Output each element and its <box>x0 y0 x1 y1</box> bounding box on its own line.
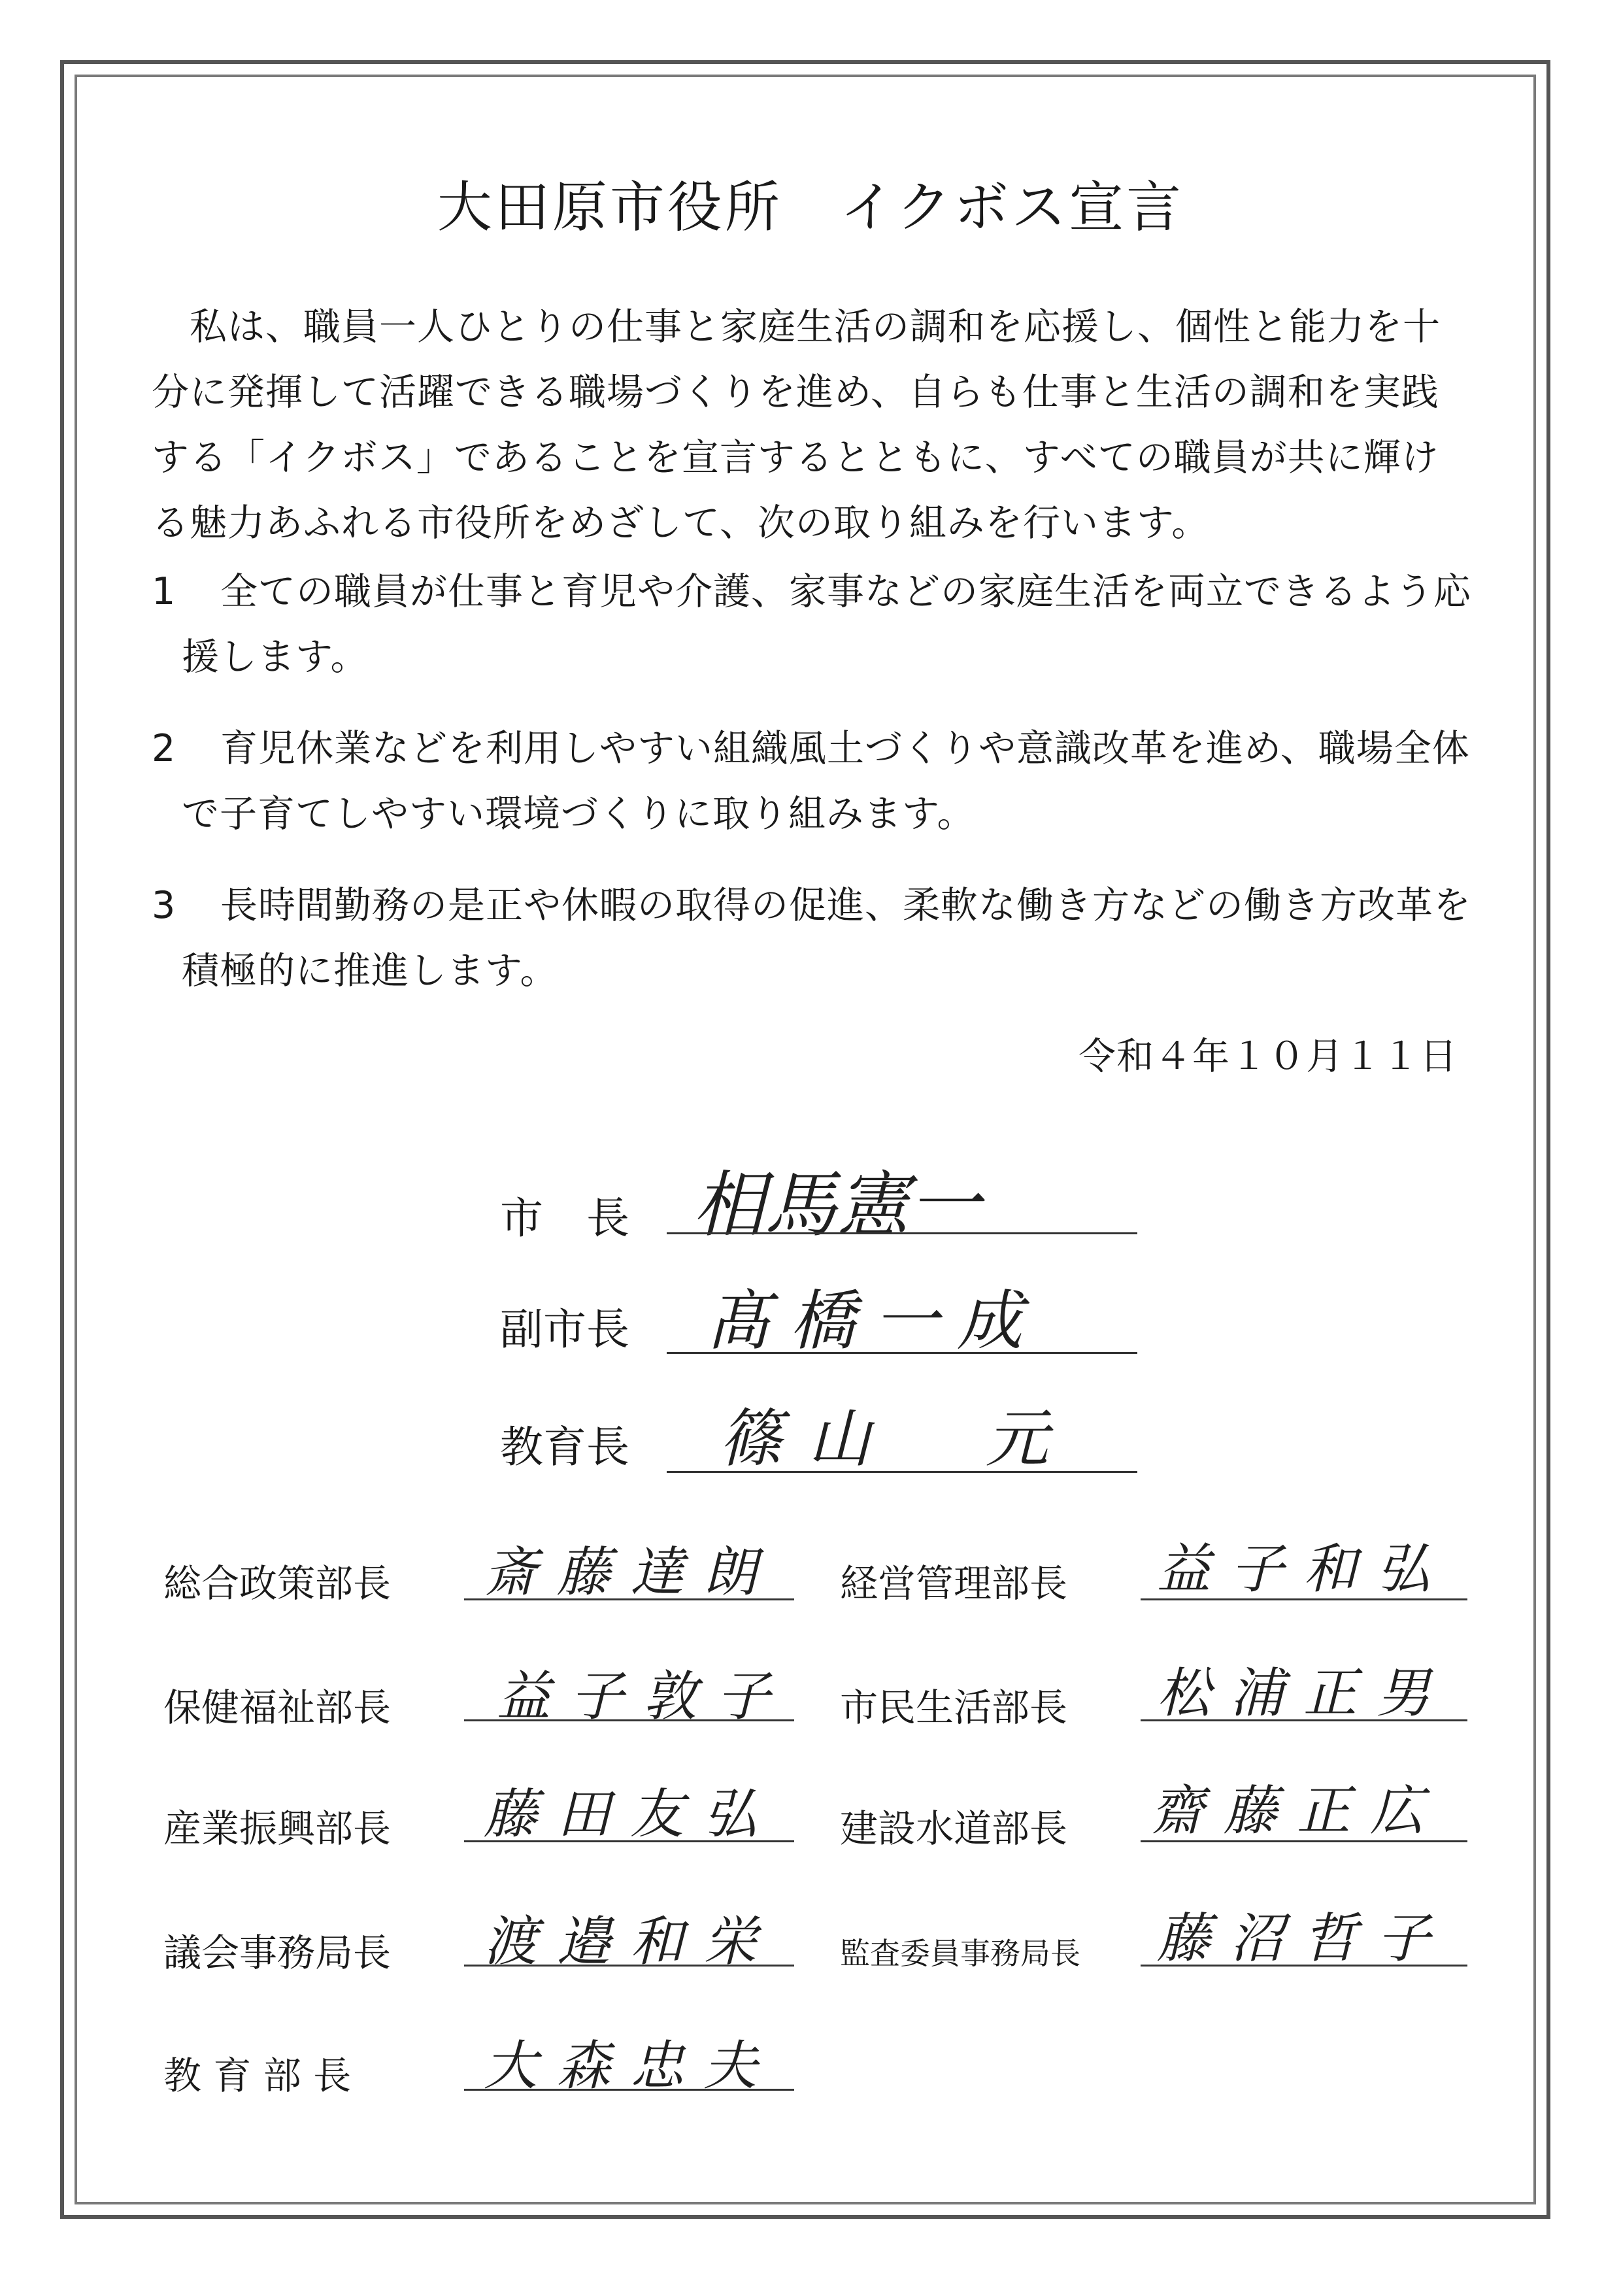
signature-line <box>1141 1719 1467 1721</box>
signature-line <box>667 1471 1137 1473</box>
handwritten-signature: 大森忠夫 <box>484 2035 777 2097</box>
signature-title: 教育長 <box>500 1422 629 1472</box>
dept-title: 経営管理部長 <box>840 1561 1068 1606</box>
pledge-number: 3 <box>152 884 176 927</box>
dept-title: 市民生活部長 <box>840 1685 1068 1730</box>
signature-title: 市 長 <box>500 1193 629 1243</box>
signature-line <box>1141 1965 1467 1967</box>
dept-title: 総合政策部長 <box>163 1561 392 1606</box>
handwritten-signature: 益子敦子 <box>497 1666 790 1728</box>
pledge-item-2 <box>152 716 1502 847</box>
signature-line <box>464 1598 794 1600</box>
handwritten-signature: 篠山 元 <box>719 1402 1075 1476</box>
pledge-text: 長時間勤務の是正や休暇の取得の促進、柔軟な働き方などの働き方改革を積極的に推進します。 <box>182 884 1471 992</box>
pledge-text: 全ての職員が仕事と育児や介護、家事などの家庭生活を両立できるよう応援します。 <box>182 570 1471 679</box>
pledge-item-3 <box>152 873 1502 1004</box>
pledge-text: 育児休業などを利用しやすい組織風土づくりや意識改革を進め、職場全体で子育てしやすい環境づくりに取り組みます。 <box>182 727 1470 836</box>
signature-line <box>464 1840 794 1842</box>
pledge-number: 2 <box>152 727 176 770</box>
signature-line <box>667 1232 1137 1234</box>
handwritten-signature: 斎藤達朗 <box>484 1542 777 1604</box>
dept-title: 建設水道部長 <box>840 1806 1068 1851</box>
handwritten-signature: 藤田友弘 <box>484 1783 777 1846</box>
dept-title: 保健福祉部長 <box>163 1685 392 1730</box>
dept-title: 議会事務局長 <box>163 1931 392 1975</box>
signature-line <box>464 2089 794 2091</box>
handwritten-signature: 藤沼哲子 <box>1157 1908 1450 1970</box>
handwritten-signature: 益子和弘 <box>1157 1538 1450 1600</box>
dept-title: 監査委員事務局長 <box>840 1936 1080 1971</box>
handwritten-signature: 松浦正男 <box>1157 1663 1450 1725</box>
signature-line <box>464 1719 794 1721</box>
declaration-date: 令和４年１０月１１日 <box>1078 1035 1458 1078</box>
declaration-intro: 私は、職員一人ひとりの仕事と家庭生活の調和を応援し、個性と能力を十分に発揮して活躍できる職場づくりを進め、自らも仕事と生活の調和を実践する「イクボス」であることを宣言するとともに、すべての職員が共に輝ける魅力あふれる市役所をめざして、次の取り組みを行います。 <box>152 305 1441 545</box>
signature-line <box>667 1352 1137 1354</box>
signature-line <box>1141 1598 1467 1600</box>
handwritten-signature: 齋藤正広 <box>1150 1780 1443 1842</box>
pledge-item-1 <box>152 559 1502 690</box>
document-title: 大田原市役所 イクボス宣言 <box>437 175 1184 239</box>
signature-line <box>464 1965 794 1967</box>
signature-title: 副市長 <box>500 1304 629 1355</box>
dept-title: 産業振興部長 <box>163 1806 392 1851</box>
handwritten-signature: 髙橋一成 <box>706 1283 1041 1359</box>
handwritten-signature: 渡邉和栄 <box>484 1911 777 1973</box>
handwritten-signature: 相馬憲一 <box>693 1163 980 1247</box>
pledge-number: 1 <box>152 570 176 613</box>
dept-title: 教 育 部 長 <box>163 2053 352 2098</box>
signature-line <box>1141 1840 1467 1842</box>
